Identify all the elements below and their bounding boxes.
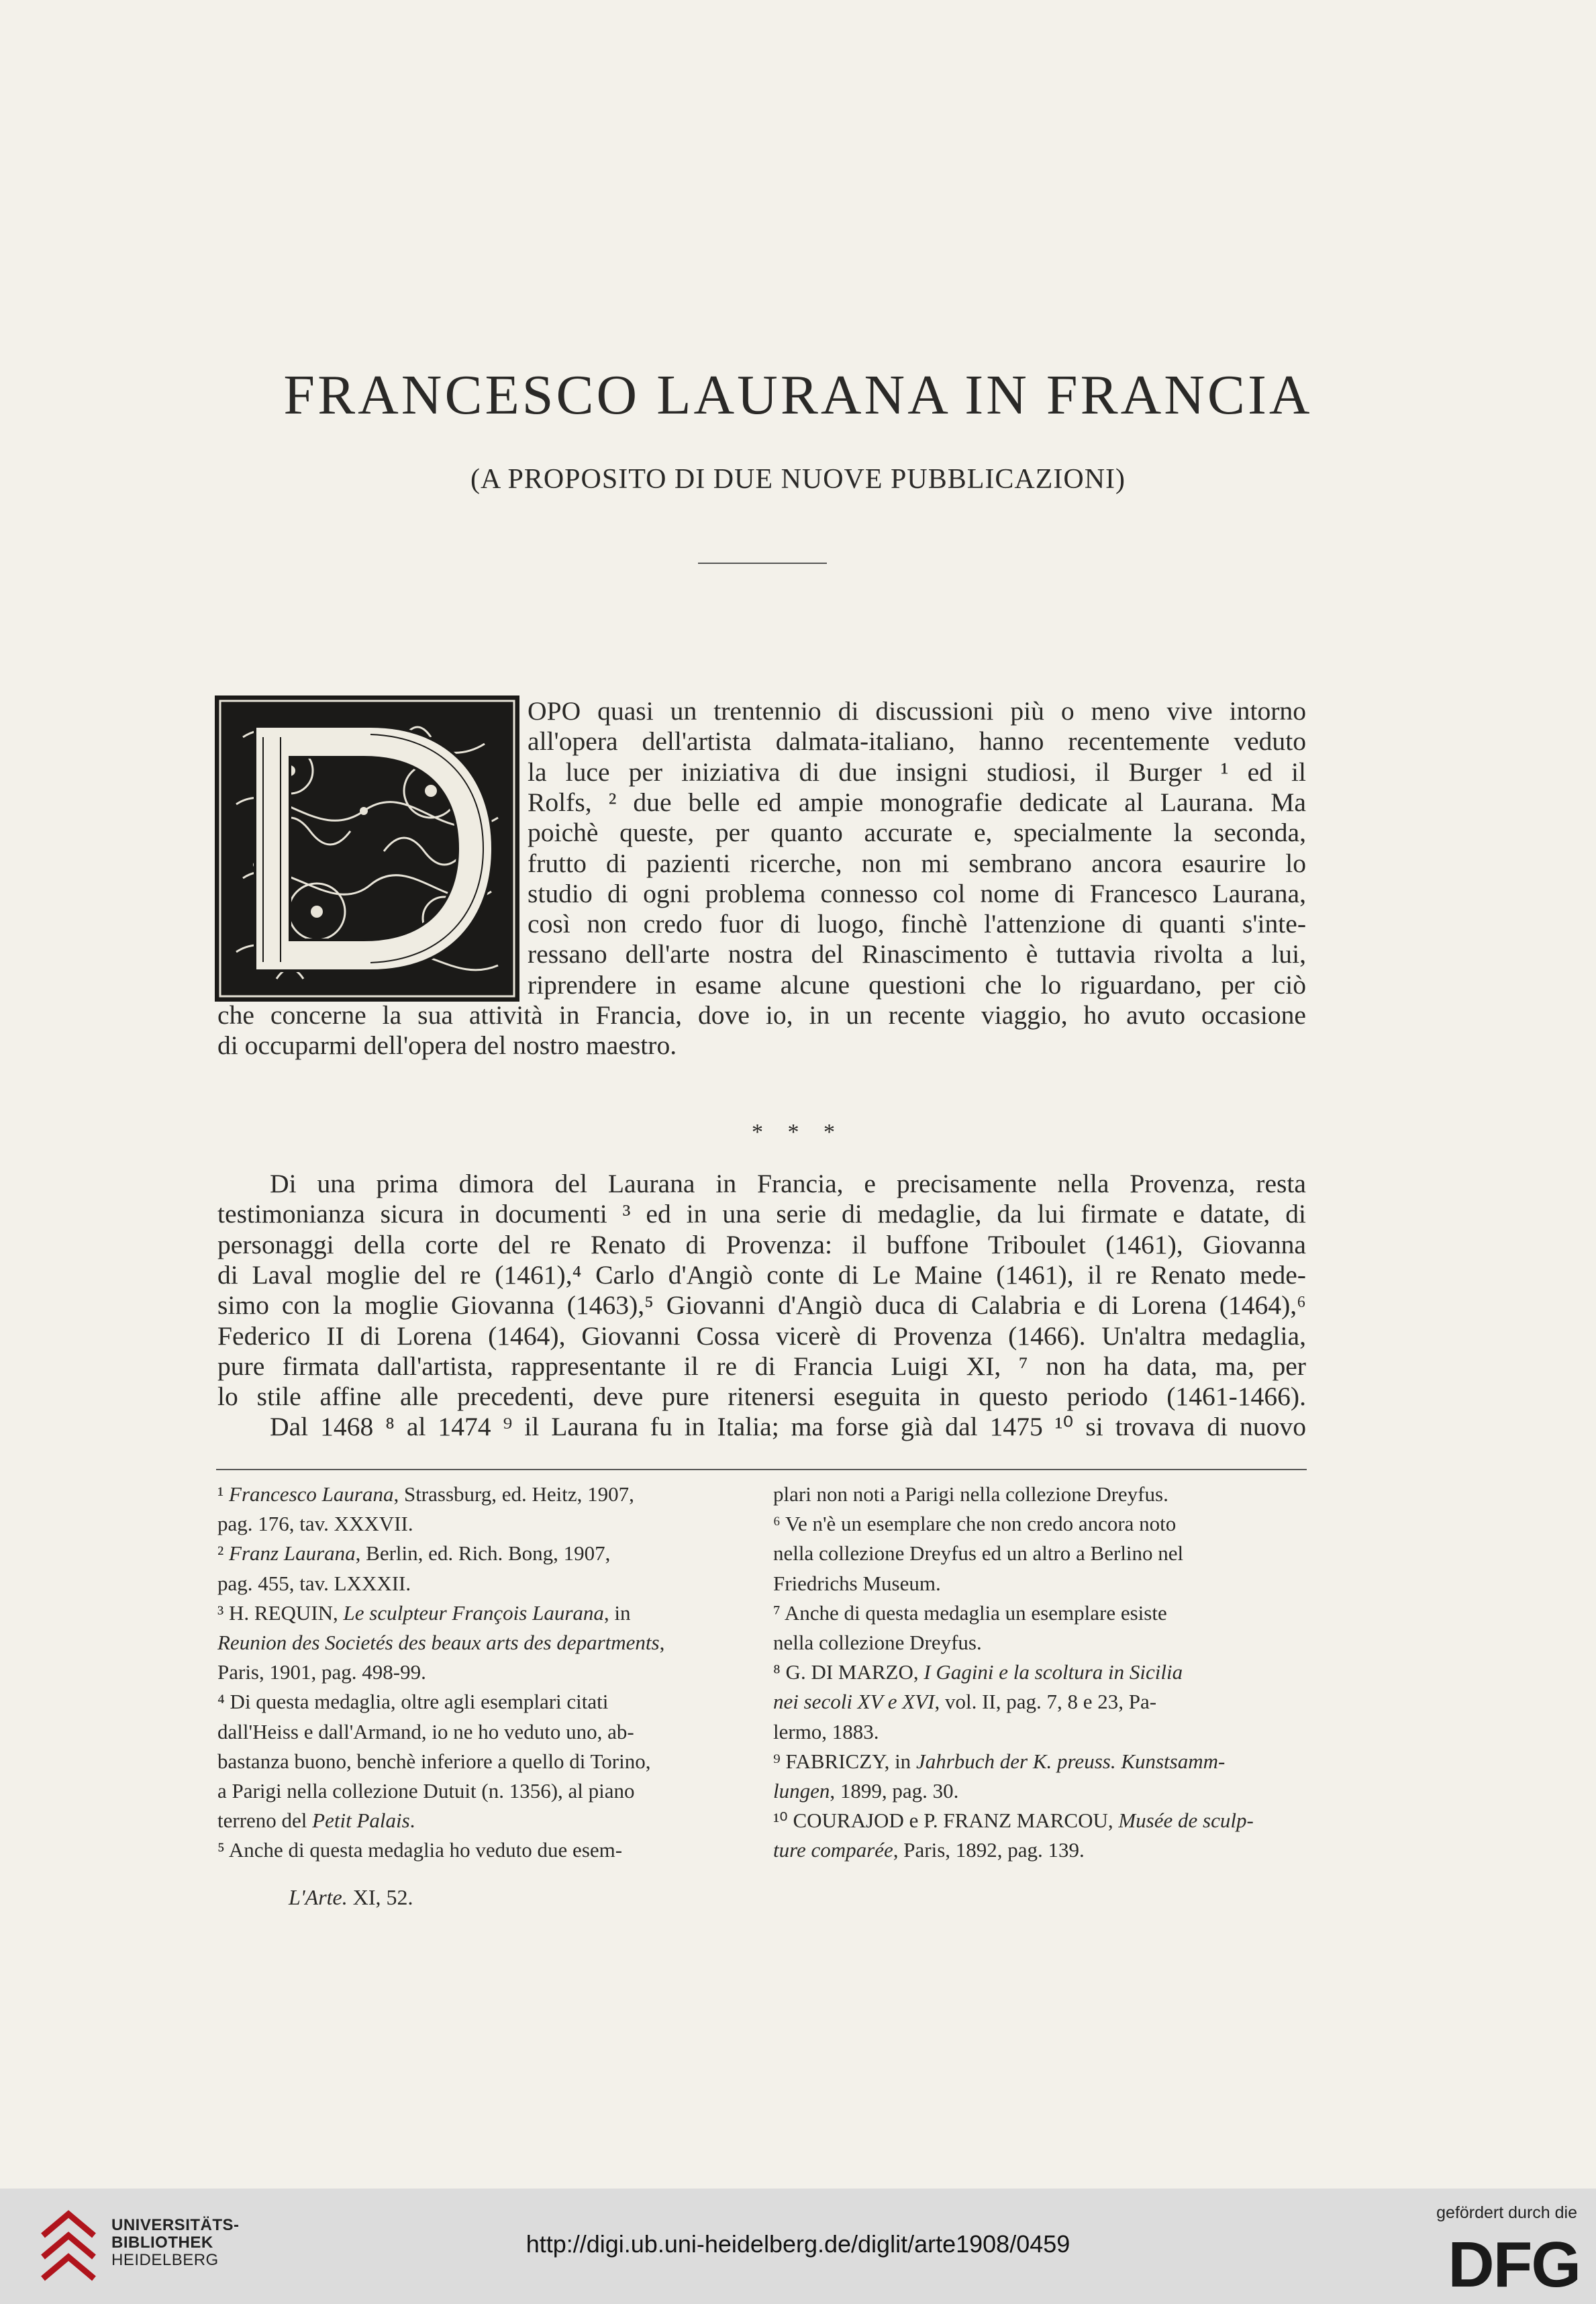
footnote-text: Paris, 1901, pag. 498-99. (217, 1660, 426, 1684)
library-line-2: BIBLIOTHEK (111, 2234, 213, 2252)
intro-line: riprendere in esame alcune questioni che lo riguardano, per ciò (528, 969, 1306, 1000)
decorated-initial-d (216, 697, 518, 1000)
paragraph-line: Federico II di Lorena (1464), Giovanni Cossa vicerè di Provenza (1466). Un'altra medaglia, (217, 1321, 1306, 1351)
intro-line: frutto di pazienti ricerche, non mi sembrano ancora esaurire lo (528, 848, 1306, 878)
intro-line: la luce per iniziativa di due insigni studiosi, il Burger ¹ ed il (528, 757, 1306, 787)
intro-line: OPO quasi un trentennio di discussioni più o meno vive intorno (528, 696, 1306, 726)
footnote-line (773, 1809, 1254, 1833)
footnote-line (217, 1601, 631, 1625)
footnote-text: ⁸ G. DI MARZO, (773, 1660, 924, 1684)
funded-by-label: gefördert durch die (1436, 2203, 1577, 2222)
intro-line: poichè queste, per quanto accurate e, specialmente la seconda, (528, 818, 1306, 848)
permalink-url[interactable]: http://digi.ub.uni-heidelberg.de/diglit/arte1908/0459 (526, 2230, 1070, 2258)
footnote-text: , vol. II, pag. 7, 8 e 23, Pa- (934, 1690, 1157, 1714)
intro-line: così non credo fuor di luogo, finchè l'attenzione di quanti s'inte- (528, 909, 1306, 939)
footnote-text: ⁹ FABRICZY, in (773, 1749, 916, 1773)
footnote-text: Friedrichs Museum. (773, 1571, 941, 1595)
intro-line: ressano dell'arte nostra del Rinascimento è tuttavia rivolta a lui, (528, 939, 1306, 969)
footnote-line (217, 1690, 608, 1714)
footnote-line (217, 1779, 635, 1803)
footnote-italic: Jahrbuch der K. preuss. Kunstsamm- (915, 1749, 1226, 1773)
footnote-italic: nei secoli XV e XVI (773, 1690, 935, 1714)
footnote-italic: Francesco Laurana (229, 1482, 394, 1506)
paragraph-line: personaggi della corte del re Renato di Provenza: il buffone Triboulet (1461), Giovanna (217, 1229, 1306, 1259)
intro-line: studio di ogni problema connesso col nome di Francesco Laurana, (528, 878, 1306, 908)
paragraph-line: lo stile affine alle precedenti, deve pure ritenersi eseguita in questo periodo (1461-1466). (217, 1382, 1306, 1412)
footnote-line (217, 1838, 622, 1862)
paragraph-line: Dal 1468 ⁸ al 1474 ⁹ il Laurana fu in Italia; ma forse già dal 1475 ¹⁰ si trovava di nuovo (270, 1412, 1306, 1442)
intro-line: di occuparmi dell'opera del nostro maestro. (217, 1030, 677, 1061)
footnote-line (773, 1838, 1085, 1862)
footnote-text: lermo, 1883. (773, 1719, 879, 1743)
footnote-italic: Franz Laurana (229, 1541, 356, 1566)
footnote-line (773, 1512, 1176, 1536)
footnote-text: ¹ (217, 1482, 230, 1506)
footnote-text: . (409, 1809, 415, 1833)
ornament-icon (216, 697, 518, 1000)
article-title: FRANCESCO LAURANA IN FRANCIA (283, 364, 1313, 426)
footnote-line (773, 1660, 1183, 1684)
footnote-italic: ture comparée (773, 1838, 893, 1862)
footnote-text: plari non noti a Parigi nella collezione Dreyfus. (773, 1482, 1168, 1506)
footnote-line (773, 1541, 1183, 1566)
footnote-line (773, 1482, 1168, 1506)
footnote-text: pag. 455, tav. LXXXII. (217, 1571, 411, 1595)
footnote-line (773, 1720, 879, 1744)
footnote-text: , Strassburg, ed. Heitz, 1907, (393, 1482, 634, 1506)
footnote-line (217, 1720, 634, 1744)
intro-line: all'opera dell'artista dalmata-italiano, hanno recentemente veduto (528, 726, 1306, 757)
footnote-italic: Le sculpteur François Laurana (343, 1600, 604, 1625)
footnote-italic: Reunion des Societés des beaux arts des departments (217, 1631, 660, 1654)
paragraph-line: testimonianza sicura in documenti ³ ed in una serie di medaglie, da lui firmate e datate, di (217, 1199, 1306, 1229)
signature-journal: L'Arte. (289, 1885, 348, 1909)
footnote-text: bastanza buono, benchè inferiore a quello di Torino, (217, 1749, 651, 1773)
footnote-text: , Paris, 1892, pag. 139. (893, 1838, 1085, 1862)
footnote-italic: Petit Palais (312, 1809, 410, 1833)
library-line-1: UNIVERSITÄTS- (111, 2216, 240, 2234)
footnote-text: ¹⁰ COURAJOD e P. FRANZ MARCOU, (773, 1809, 1119, 1833)
footnote-text: nella collezione Dreyfus. (773, 1631, 982, 1654)
section-separator: * * * (752, 1120, 844, 1145)
footnote-text: ⁷ Anche di questa medaglia un esemplare esiste (773, 1600, 1167, 1625)
footnote-text: nella collezione Dreyfus ed un altro a Berlino nel (773, 1541, 1184, 1566)
footnote-italic: Musée de sculp- (1118, 1809, 1254, 1833)
footnote-line (217, 1809, 415, 1833)
footnote-text: , in (603, 1600, 631, 1625)
footnote-line (773, 1572, 941, 1596)
footnote-text: ² (217, 1541, 230, 1566)
footnote-line (217, 1541, 610, 1566)
footnote-text: ⁴ Di questa medaglia, oltre agli esemplari citati (217, 1690, 609, 1714)
intro-line: Rolfs, ² due belle ed ampie monografie dedicate al Laurana. Ma (528, 787, 1306, 817)
footnote-text: terreno del (217, 1809, 313, 1833)
footnote-text: ³ H. REQUIN, (217, 1600, 344, 1625)
footnote-line (773, 1690, 1156, 1714)
library-line-3: HEIDELBERG (111, 2251, 219, 2269)
footnote-italic: I Gagini e la scoltura in Sicilia (924, 1660, 1183, 1684)
footnote-italic: lungen (773, 1779, 830, 1803)
paragraph-line: Di una prima dimora del Laurana in Francia, e precisamente nella Provenza, resta (270, 1169, 1306, 1198)
footnote-text: , 1899, pag. 30. (830, 1779, 959, 1803)
paragraph-line: di Laval moglie del re (1461),⁴ Carlo d'Angiò conte di Le Maine (1461), il re Renato mede- (217, 1259, 1306, 1290)
intro-line: che concerne la sua attività in Francia, dove io, in un recente viaggio, ho avuto occasione (217, 1000, 1306, 1030)
footnote-line (773, 1601, 1167, 1625)
footnote-line (217, 1482, 634, 1506)
footnote-text: ⁵ Anche di questa medaglia ho veduto due esem- (217, 1838, 623, 1862)
footnote-line (217, 1660, 426, 1684)
footnote-line (217, 1512, 413, 1536)
footnote-text: dall'Heiss e dall'Armand, io ne ho veduto uno, ab- (217, 1719, 634, 1743)
paragraph-line: pure firmata dall'artista, rappresentante il re di Francia Luigi XI, ⁷ non ha data, ma, per (217, 1351, 1306, 1381)
footnote-text: ⁶ Ve n'è un esemplare che non credo ancora noto (773, 1512, 1177, 1536)
footnote-line (773, 1631, 982, 1655)
viewer-footer (0, 2189, 1596, 2304)
footnote-text: , (659, 1631, 665, 1654)
page-signature (289, 1885, 413, 1910)
footnote-text: , Berlin, ed. Rich. Bong, 1907, (355, 1541, 611, 1566)
footnote-rule (216, 1469, 1307, 1470)
footnote-text: a Parigi nella collezione Dutuit (n. 1356), al piano (217, 1779, 635, 1803)
signature-volume: XI, 52. (347, 1885, 413, 1909)
footnote-text: pag. 176, tav. XXXVII. (217, 1512, 413, 1536)
paragraph-line: simo con la moglie Giovanna (1463),⁵ Giovanni d'Angiò duca di Calabria e di Lorena (1464),⁶ (217, 1290, 1306, 1321)
article-subtitle: (A PROPOSITO DI DUE NUOVE PUBBLICAZIONI) (470, 464, 1126, 495)
title-divider (698, 563, 827, 564)
dfg-logo: DFG (1448, 2229, 1580, 2301)
footnote-line (217, 1631, 664, 1655)
footnote-line (217, 1749, 650, 1774)
footnote-line (773, 1749, 1225, 1774)
footnote-line (773, 1779, 958, 1803)
footnote-line (217, 1572, 411, 1596)
